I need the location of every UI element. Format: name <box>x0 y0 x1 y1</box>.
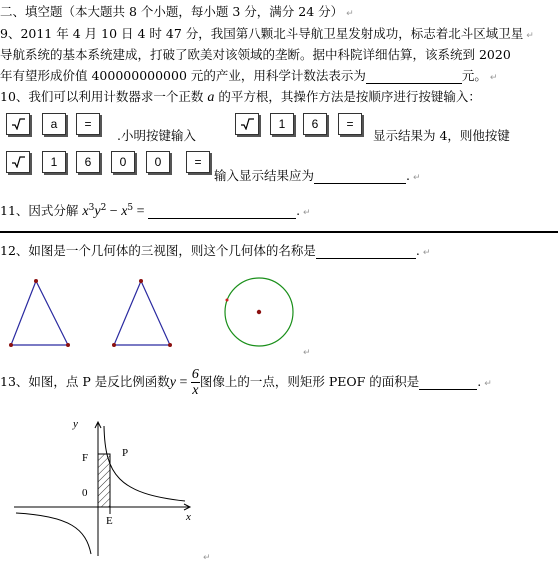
q12-line <box>0 241 430 259</box>
inverse-function-graph <box>10 414 200 560</box>
q11-line <box>0 201 311 220</box>
sqrt-icon <box>240 118 254 130</box>
q10-var-a: a <box>207 90 215 105</box>
period: . <box>415 243 420 258</box>
q12-answer-blank[interactable] <box>316 243 416 259</box>
return-mark: ↵ <box>303 208 311 218</box>
equals-sign: = <box>175 375 191 390</box>
key-0[interactable] <box>146 151 170 173</box>
q9-line3 <box>0 66 497 84</box>
key-equals[interactable] <box>338 113 362 135</box>
denominator: x <box>192 383 199 398</box>
key-label: 6 <box>84 155 92 169</box>
q13-text-end: 图像上的一点，则矩形 PEOF 的面积是 <box>199 374 420 389</box>
key-a[interactable] <box>42 113 66 135</box>
key-label: 1 <box>50 155 58 169</box>
front-view-triangle <box>9 279 70 347</box>
q11-answer-blank[interactable] <box>148 203 296 219</box>
q10-text-result-label: 显示结果为 4，则他按键 <box>373 128 510 143</box>
q13-label: 13、如图，点 P 是反比例函数 <box>0 374 170 389</box>
q10-answer-blank[interactable] <box>314 168 406 184</box>
period: . <box>406 168 410 183</box>
key-1[interactable] <box>42 151 66 173</box>
label-E: E <box>106 515 113 527</box>
key-0[interactable] <box>111 151 135 173</box>
q9-line1 <box>0 24 534 42</box>
q9-text-2: 导航系统的基本系统建成，打破了欧美对该领域的垄断。据中科院详细估算，该系统到 2020 <box>0 47 511 62</box>
side-view-triangle <box>112 279 172 347</box>
q9-line2 <box>0 45 511 63</box>
minus-sign: − <box>106 204 122 219</box>
three-views-figure <box>0 268 320 360</box>
section-title <box>0 2 354 20</box>
key-label: 0 <box>154 155 162 169</box>
exponent: 5 <box>127 202 134 213</box>
y-axis-label: y <box>73 418 78 430</box>
q10-text-1-end: 的平方根，其操作方法是按顺序进行按键输入： <box>218 89 481 104</box>
key-label: 0 <box>119 155 127 169</box>
key-equals[interactable] <box>76 113 100 135</box>
sqrt-icon <box>11 156 25 168</box>
q13-answer-blank[interactable] <box>419 374 477 390</box>
return-mark: ↵ <box>346 9 354 19</box>
equals-sign: = <box>133 204 149 219</box>
q13-line <box>0 367 492 398</box>
rectangle-PEOF <box>98 454 110 507</box>
q10-text-1: 10、我们可以利用计数器求一个正数 <box>0 89 204 104</box>
return-mark: ↵ <box>422 248 431 258</box>
q12-ret-line <box>300 343 311 358</box>
q13-ret-line <box>200 548 211 563</box>
label-F: F <box>82 452 89 464</box>
key-equals[interactable] <box>186 151 210 173</box>
section-title-text: 二、填空题（本大题共 8 个小题，每小题 3 分，满分 24 分） <box>0 4 344 19</box>
top-view-circle <box>225 278 293 346</box>
q10-line1 <box>0 87 481 106</box>
numerator: 6 <box>191 367 199 382</box>
return-mark: ↵ <box>303 348 311 358</box>
key-label: = <box>346 117 354 131</box>
curve-branch-2 <box>16 513 91 554</box>
return-mark: ↵ <box>484 379 492 389</box>
label-P: P <box>122 447 129 459</box>
q10-line-end <box>214 166 421 184</box>
label-O: 0 <box>82 487 88 499</box>
q10-text-result <box>373 126 510 144</box>
sqrt-key[interactable] <box>6 151 30 173</box>
math-x: x <box>121 204 128 219</box>
key-label: = <box>84 117 92 131</box>
return-mark: ↵ <box>203 553 211 563</box>
key-label: a <box>50 117 58 131</box>
period: . <box>296 203 301 218</box>
return-mark: ↵ <box>489 73 498 83</box>
math-x: x <box>82 204 89 219</box>
q9-answer-blank[interactable] <box>366 68 462 84</box>
curve-branch-1 <box>104 426 185 501</box>
x-axis-label: x <box>186 511 191 523</box>
exponent: 3 <box>88 202 95 213</box>
q10-text-mid <box>117 126 196 144</box>
period: . <box>477 374 482 389</box>
key-6[interactable] <box>76 151 100 173</box>
fraction-6-over-x <box>191 367 200 398</box>
q9-text-1: 9、2011 年 4 月 10 日 4 时 47 分，我国第八颗北斗导航卫星发射成功，标志着北斗区域卫星 <box>0 26 524 41</box>
exponent: 2 <box>100 202 107 213</box>
key-label: = <box>194 155 202 169</box>
return-mark: ↵ <box>413 173 421 183</box>
q9-text-3: 年有望形成价值 400000000000 元的产业，用科学计数法表示为 <box>0 68 366 83</box>
key-1[interactable] <box>270 113 294 135</box>
math-y: y <box>169 375 176 390</box>
q10-text-end: 输入显示结果应为 <box>214 168 315 183</box>
q11-label: 11、因式分解 <box>0 203 79 218</box>
return-mark: ↵ <box>526 31 534 41</box>
sqrt-icon <box>11 118 25 130</box>
q10-text-mid-label: .小明按键输入 <box>117 128 196 143</box>
q12-text: 12、如图是一个几何体的三视图，则这个几何体的名称是 <box>0 243 316 258</box>
sqrt-key[interactable] <box>235 113 259 135</box>
key-label: 6 <box>311 117 319 131</box>
q9-text-end: 元。 <box>461 68 487 83</box>
divider-line <box>0 231 558 233</box>
key-6[interactable] <box>303 113 327 135</box>
sqrt-key[interactable] <box>6 113 30 135</box>
key-label: 1 <box>278 117 286 131</box>
math-y: y <box>94 204 101 219</box>
